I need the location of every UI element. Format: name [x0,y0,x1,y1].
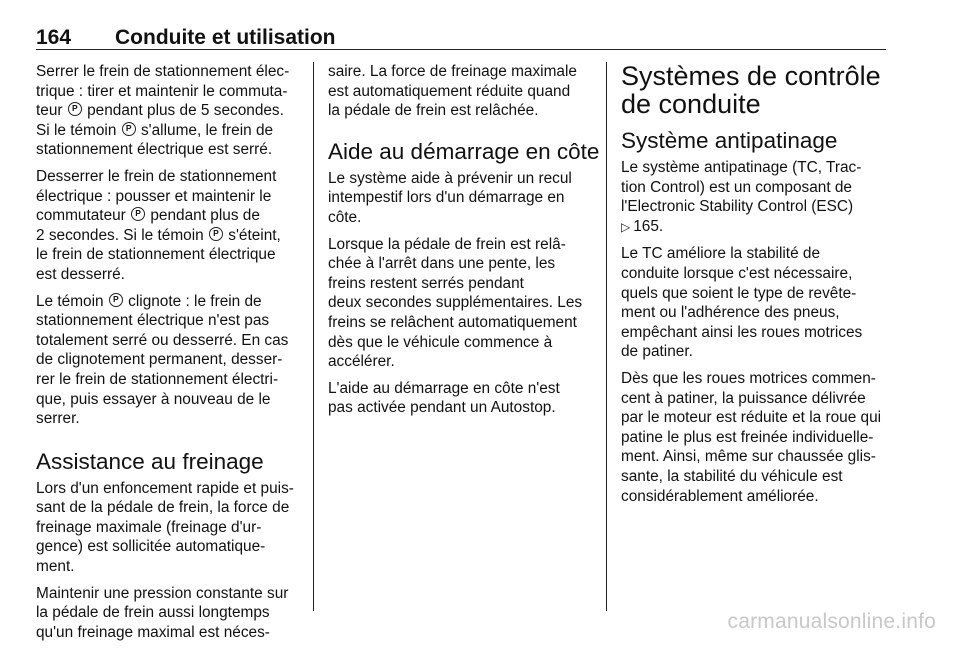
parking-brake-icon [109,293,123,307]
chapter-title: Conduite et utilisation [115,26,336,49]
section-heading: Assistance au freinage [36,448,264,474]
paragraph: Dès que les roues motrices commen- cent à patiner, la puissance délivrée par le moteur est réduite et la roue qui patine le plus est freinée individuelle- ment. Ainsi, même sur chaussée glis- sante, la stabilité du véhicule est considérablement améliorée. [621,369,882,505]
page-number: 164 [36,26,72,49]
chapter-section-title: Systèmes de contrôle de conduite [621,61,881,119]
paragraph: saire. La force de freinage maximale est automatiquement réduite quand la pédale de frein est relâchée. [328,63,577,120]
paragraph: Le système aide à prévenir un recul intempestif lors d'un démarrage en côte. [328,169,572,226]
paragraph: Serrer le frein de stationnement élec- trique : tirer et maintenir le commuta- teur P pendant plus de 5 secondes. Si le témoin P s'allume, le frein de stationnement électrique est serré. [36,62,306,160]
paragraph: Lorsque la pédale de frein est relâ- chée à l'arrêt dans une pente, les freins restent serrés pendant deux secondes supplémentaires. Les freins se relâchent automatiquement dès que le véhicule commence à accélérer. [328,235,583,371]
paragraph: Le témoin P clignote : le frein de stationnement électrique n'est pas totalement serré ou desserré. En cas de clignotement permanent, desser- rer le frein de stationnement électri- que, puis essayer à nouveau de le serrer. [36,292,306,429]
header-rule [36,49,886,50]
column-2 [328,62,598,425]
parking-brake-icon [131,207,145,221]
paragraph: Desserrer le frein de stationnement électrique : pousser et maintenir le commutateur P pendant plus de 2 secondes. Si le témoin P s'éteint, le frein de stationnement électrique est desserré. [36,167,306,285]
section-heading: Système antipatinage [621,128,838,153]
column-divider-1 [313,62,314,611]
column-1 [36,62,306,649]
paragraph: Lors d'un enfoncement rapide et puis- sant de la pédale de frein, la force de freinage maximale (freinage d'ur- gence) est sollicitée automatique- ment. [36,479,294,576]
column-3 [621,62,891,513]
watermark: carmanualsonline.info [727,610,936,633]
parking-brake-icon [209,227,223,241]
column-divider-2 [606,62,607,611]
section-heading: Aide au démarrage en côte [328,138,600,164]
page-reference-link[interactable]: 165. [633,217,664,235]
parking-brake-icon [122,122,136,136]
parking-brake-icon [68,102,82,116]
paragraph: Le TC améliore la stabilité de conduite lorsque c'est nécessaire, quels que soient le type de revête- ment ou l'adhérence des pneus, empêchant ainsi les roues motrices de patiner. [621,245,863,361]
paragraph: Le système antipatinage (TC, Trac- tion Control) est un composant de l'Electronic Stability Control (ESC) ▷ 165. [621,158,891,237]
page-reference-arrow-icon: ▷ [621,219,631,234]
paragraph: Maintenir une pression constante sur la pédale de frein aussi longtemps qu'un freinage maximal est néces- [36,584,289,641]
paragraph: L'aide au démarrage en côte n'est pas activée pendant un Autostop. [328,379,560,417]
